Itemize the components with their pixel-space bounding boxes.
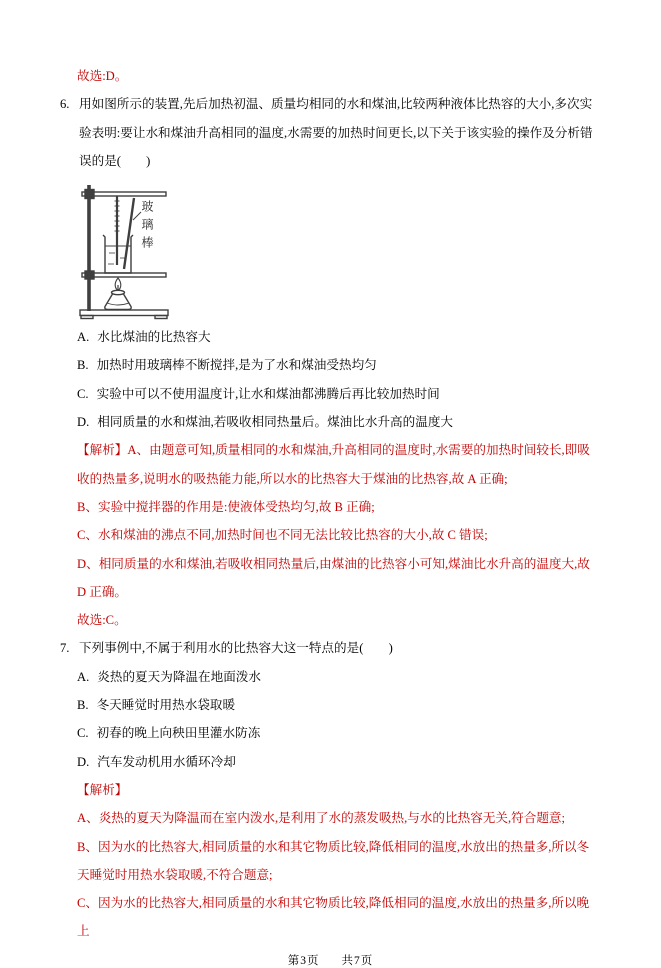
apparatus-drawing: [78, 179, 178, 321]
lamp-body: [105, 294, 131, 310]
q6-option-b: [77, 351, 601, 379]
question-7-stem-text: 下列事例中,不属于利用水的比热容大这一特点的是( ): [79, 641, 393, 656]
q6-analysis-paragraph-a: 【解析】A、由题意可知,质量相同的水和煤油,升高相同的温度时,水需要的加热时间较长,即吸收的热量多,说明水的吸热能力能,所以水的比热容大于煤油的比热容,故 A 正确;: [77, 443, 590, 486]
q7-option-c-text: 初春的晚上向秧田里灌水防冻: [96, 726, 261, 741]
stand-base: [80, 310, 168, 316]
q7-option-d-label: D.: [77, 754, 90, 769]
q6-answer-line: 故选:C。: [77, 613, 127, 628]
q6-option-c-label: C.: [77, 386, 89, 401]
stand-foot-right: [155, 316, 167, 319]
q6-option-d: [77, 408, 601, 436]
question-7-stem: [60, 634, 601, 662]
q7-option-b-text: 冬天睡觉时用热水袋取暖: [96, 698, 236, 713]
q7-option-c-label: C.: [77, 726, 89, 741]
question-6-stem-text: 用如图所示的装置,先后加热初温、质量均相同的水和煤油,比较两种液体比热容的大小,多次实验表明:要让水和煤油升高相同的温度,水需要的加热时间更长,以下关于该实验的操作及分析错误的是( ): [79, 97, 593, 168]
q6-analysis-paragraph-b: B、实验中搅拌器的作用是:使液体受热均匀,故 B 正确;: [77, 499, 375, 514]
q7-option-c: [77, 719, 601, 747]
page-footer: [60, 952, 601, 968]
q7-analysis-paragraph-b: B、因为水的比热容大,相同质量的水和其它物质比较,降低相同的温度,水放出的热量多,所以冬天睡觉时用热水袋取暖,不符合题意;: [77, 839, 590, 882]
stand-foot-left: [81, 316, 93, 319]
lamp-mouth: [112, 290, 125, 294]
q7-analysis-label: 【解析】: [77, 782, 128, 797]
q7-option-a-text: 炎热的夏天为降温在地面泼水: [97, 669, 261, 684]
q7-option-a-label: A.: [77, 669, 90, 684]
q7-option-d: [77, 748, 601, 776]
alcohol-level: [107, 303, 129, 305]
q6-option-a-text: 水比煤油的比热容大: [97, 330, 211, 345]
experiment-apparatus-figure: [78, 179, 178, 321]
q7-option-b-label: B.: [77, 698, 89, 713]
q6-option-a-label: A.: [77, 330, 90, 345]
clamp-joint-middle: [85, 271, 94, 279]
glass-rod-label: 玻璃棒: [140, 200, 154, 255]
q7-analysis-paragraph-c: C、因为水的比热容大,相同质量的水和其它物质比较,降低相同的温度,水放出的热量多,所以晚上: [77, 896, 590, 939]
worksheet-page: [60, 0, 601, 968]
q6-option-c-text: 实验中可以不使用温度计,让水和煤油都沸腾后再比较加热时间: [96, 386, 440, 401]
q7-option-a: [77, 663, 601, 691]
q6-option-c: [77, 380, 601, 408]
q6-analysis-paragraph-c: C、水和煤油的沸点不同,加热时间也不同无法比较比热容的大小,故 C 错误;: [77, 528, 488, 543]
q6-analysis-paragraph-d: D、相同质量的水和煤油,若吸收相同热量后,由煤油的比热容小可知,煤油比水升高的温度大,故 D 正确。: [77, 556, 590, 599]
clamp-joint-top: [85, 190, 94, 199]
question-6: [60, 90, 601, 634]
page-number-current: 第3页: [287, 954, 320, 967]
q6-option-b-label: B.: [77, 358, 89, 373]
q7-analysis-paragraph-a: A、炎热的夏天为降温而在室内泼水,是利用了水的蒸发吸热,与水的比热容无关,符合题意;: [77, 811, 566, 826]
q6-option-a: [77, 323, 601, 351]
page-number-total: 共7页: [341, 954, 374, 967]
q6-option-b-text: 加热时用玻璃棒不断搅拌,是为了水和煤油受热均匀: [96, 358, 377, 373]
q7-option-b: [77, 691, 601, 719]
question-6-number: 6.: [60, 97, 70, 112]
q5-answer-line: 故选:D。: [77, 69, 128, 83]
q7-option-d-text: 汽车发动机用水循环冷却: [97, 754, 236, 769]
q6-option-d-label: D.: [77, 415, 90, 430]
question-6-stem: [60, 90, 601, 175]
q6-option-d-text: 相同质量的水和煤油,若吸收相同热量后。煤油比水升高的温度大: [97, 415, 454, 430]
question-7-number: 7.: [60, 641, 70, 656]
question-7: [60, 634, 601, 945]
